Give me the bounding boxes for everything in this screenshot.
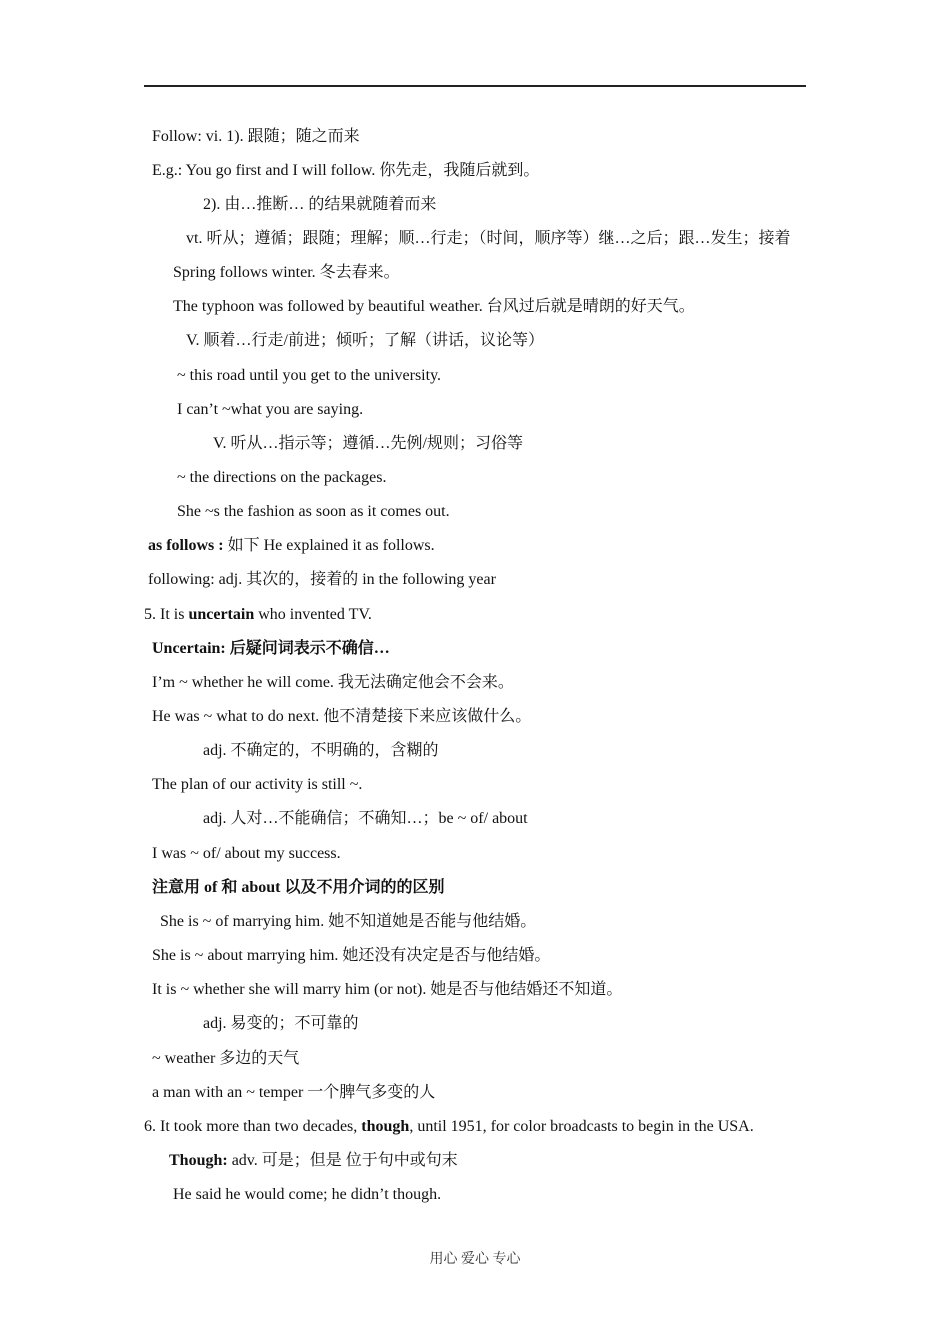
text-segment: who invented TV. bbox=[254, 606, 372, 623]
text-line: It is ~ whether she will marry him (or not). 她是否与他结婚还不知道。 bbox=[152, 981, 623, 998]
text-line: following: adj. 其次的，接着的 in the following year bbox=[148, 571, 496, 588]
bold-term: though bbox=[361, 1118, 410, 1135]
text-line bbox=[148, 536, 435, 556]
text-line: I’m ~ whether he will come. 我无法确定他会不会来。 bbox=[152, 674, 514, 691]
text-line: He said he would come; he didn’t though. bbox=[173, 1186, 442, 1203]
bold-term: Uncertain: 后疑问词表示不确信… bbox=[152, 640, 390, 657]
text-segment: 6. It took more than two decades, bbox=[144, 1118, 362, 1135]
text-segment: 5. It is bbox=[144, 606, 189, 623]
text-line: V. 听从…指示等；遵循…先例/规则；习俗等 bbox=[213, 435, 523, 452]
text-segment: adv. 可是；但是 位于句中或句末 bbox=[227, 1152, 458, 1169]
text-line: adj. 不确定的，不明确的，含糊的 bbox=[203, 742, 439, 759]
text-line: The typhoon was followed by beautiful weather. 台风过后就是晴朗的好天气。 bbox=[173, 298, 695, 315]
text-line: V. 顺着…行走/前进；倾听；了解（讲话，议论等） bbox=[186, 332, 544, 349]
text-line bbox=[169, 1151, 458, 1171]
text-line: Spring follows winter. 冬去春来。 bbox=[173, 264, 400, 281]
text-line: I can’t ~what you are saying. bbox=[177, 401, 364, 418]
header-rule bbox=[144, 85, 806, 87]
text-line: adj. 人对…不能确信；不确知…；be ~ of/ about bbox=[203, 810, 528, 827]
text-line: vt. 听从；遵循；跟随；理解；顺…行走；（时间，顺序等）继…之后；跟…发生；接着 bbox=[186, 230, 791, 247]
text-line: E.g.: You go first and I will follow. 你先走，我随后就到。 bbox=[152, 162, 540, 179]
bold-term: uncertain bbox=[188, 606, 255, 623]
text-line: adj. 易变的；不可靠的 bbox=[203, 1015, 359, 1032]
text-line: She is ~ about marrying him. 她还没有决定是否与他结婚。 bbox=[152, 947, 551, 964]
page-footer: 用心 爱心 专心 bbox=[429, 1252, 521, 1267]
text-line bbox=[152, 878, 444, 898]
bold-term: as follows : bbox=[148, 537, 224, 554]
text-line: She ~s the fashion as soon as it comes out. bbox=[177, 503, 450, 520]
text-segment: 如下 He explained it as follows. bbox=[223, 537, 435, 554]
text-line: Follow: vi. 1). 跟随；随之而来 bbox=[152, 128, 360, 145]
text-line: ~ weather 多边的天气 bbox=[152, 1050, 300, 1067]
text-line: ~ this road until you get to the university. bbox=[177, 367, 442, 384]
text-line: ~ the directions on the packages. bbox=[177, 469, 387, 486]
text-line: He was ~ what to do next. 他不清楚接下来应该做什么。 bbox=[152, 708, 532, 725]
text-line bbox=[144, 605, 372, 625]
text-line bbox=[144, 1117, 754, 1137]
text-line: a man with an ~ temper 一个脾气多变的人 bbox=[152, 1084, 436, 1101]
bold-term: 注意用 of 和 about 以及不用介词的的区别 bbox=[152, 879, 445, 896]
text-line bbox=[152, 639, 390, 659]
text-line: She is ~ of marrying him. 她不知道她是否能与他结婚。 bbox=[160, 913, 537, 930]
text-segment: , until 1951, for color broadcasts to begin in the USA. bbox=[409, 1118, 754, 1135]
text-line: 2). 由…推断… 的结果就随着而来 bbox=[203, 196, 437, 213]
text-line: I was ~ of/ about my success. bbox=[152, 845, 341, 862]
text-line: The plan of our activity is still ~. bbox=[152, 776, 363, 793]
bold-term: Though: bbox=[169, 1152, 228, 1169]
